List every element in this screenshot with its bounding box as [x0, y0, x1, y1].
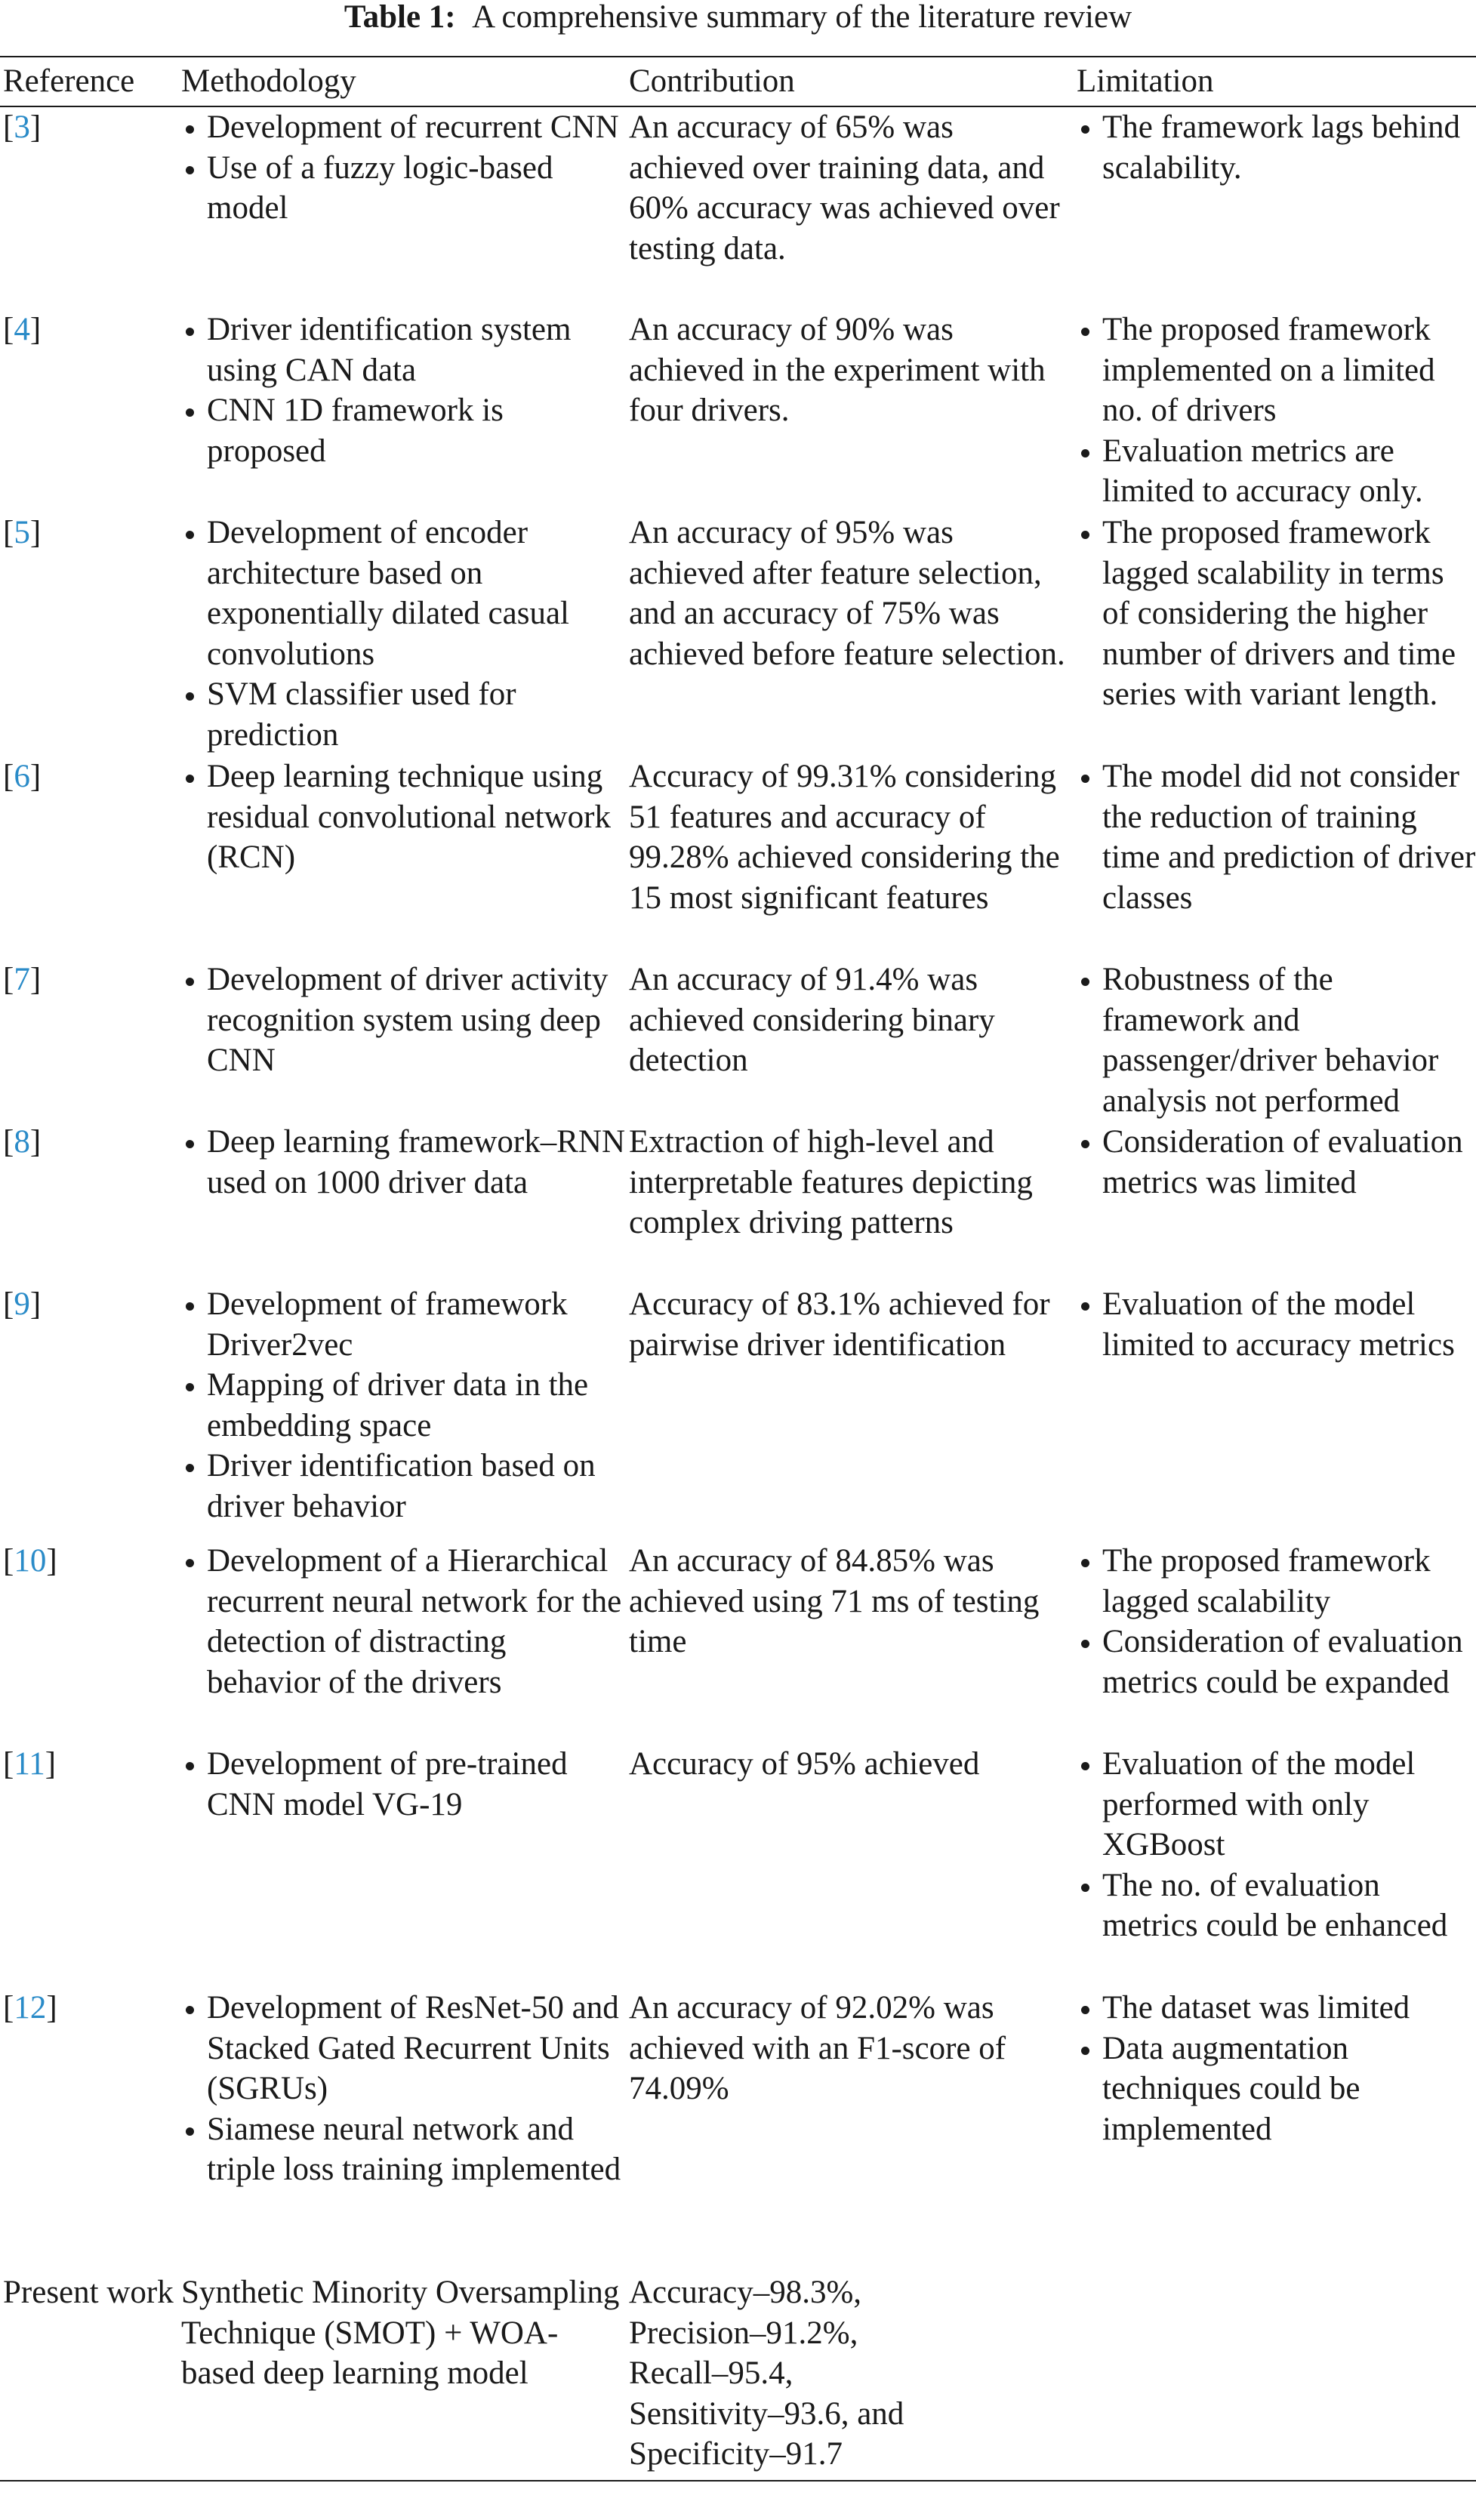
citation-link[interactable]: 9: [14, 1286, 30, 1322]
contribution-cell: An accuracy of 95% was achieved after feature selection, and an accuracy of 75% was achieved before feature selection.: [629, 515, 1065, 672]
methodology-list: [181, 1744, 626, 1825]
reference-cell: [0, 756, 178, 960]
methodology-cell: [178, 756, 626, 960]
table-caption: [0, 0, 1476, 42]
contribution-cell: An accuracy of 91.4% was achieved considering binary detection: [629, 962, 995, 1079]
methodology-list: [181, 1284, 626, 1527]
bullet-item: Evaluation metrics are limited to accuracy only.: [1077, 431, 1476, 512]
bullet-item: SVM classifier used for prediction: [181, 674, 626, 755]
methodology-list: [181, 1122, 626, 1203]
limitation-cell: [1074, 960, 1476, 1122]
bullet-item: Development of driver activity recognition system using deep CNN: [181, 960, 626, 1081]
methodology-list: [181, 756, 626, 878]
reference-citation: [8]: [3, 1124, 42, 1160]
limitation-cell: [1074, 756, 1476, 960]
table-row-present-work: [0, 2272, 1476, 2481]
bullet-item: Development of pre-trained CNN model VG-19: [181, 1744, 626, 1825]
table-body: [0, 106, 1476, 2481]
limitation-cell: [1074, 1284, 1476, 1541]
citation-link[interactable]: 10: [14, 1543, 47, 1579]
table-row: [0, 513, 1476, 756]
table-row: [0, 1541, 1476, 1744]
reference-citation: [12]: [3, 1990, 57, 2026]
methodology-list: [181, 513, 626, 756]
methodology-cell: [178, 106, 626, 310]
metric-line: Sensitivity–93.6, and: [629, 2395, 904, 2432]
limitation-list: [1077, 1744, 1476, 1946]
reference-cell: [0, 1988, 178, 2272]
limitation-cell: [1074, 1744, 1476, 1988]
table-row: [0, 310, 1476, 513]
reference-citation: [5]: [3, 515, 42, 550]
bullet-item: The proposed framework lagged scalability: [1077, 1541, 1476, 1622]
reference-citation: [3]: [3, 109, 42, 145]
bullet-item: Mapping of driver data in the embedding space: [181, 1365, 626, 1446]
reference-cell: [0, 106, 178, 310]
methodology-cell: [178, 960, 626, 1122]
limitation-cell: [1074, 1122, 1476, 1284]
limitation-list: [1077, 310, 1476, 512]
methodology-cell: [178, 1744, 626, 1988]
metric-line: Precision–91.2%,: [629, 2315, 858, 2351]
limitation-cell: [1074, 1541, 1476, 1744]
reference-citation: [9]: [3, 1286, 42, 1322]
contribution-cell: An accuracy of 92.02% was achieved with an F1-score of 74.09%: [629, 1990, 1006, 2107]
methodology-cell: Synthetic Minority Oversampling Technique (SMOT) + WOA-based deep learning model: [178, 2272, 626, 2481]
methodology-cell: [178, 513, 626, 756]
contribution-cell: [626, 2272, 1074, 2481]
bullet-item: Use of a fuzzy logic-based model: [181, 148, 626, 229]
contribution-cell: An accuracy of 65% was achieved over training data, and 60% accuracy was achieved over testing data.: [629, 109, 1060, 266]
literature-review-table: [0, 56, 1476, 2481]
header-contribution: Contribution: [626, 57, 1074, 106]
citation-link[interactable]: 5: [14, 515, 30, 550]
table-caption-text: A comprehensive summary of the literature review: [472, 0, 1132, 35]
methodology-list: [181, 1541, 626, 1702]
header-row: [0, 57, 1476, 106]
bullet-item: Development of a Hierarchical recurrent neural network for the detection of distracting behavior of the drivers: [181, 1541, 626, 1702]
methodology-cell: [178, 1988, 626, 2272]
table-header: [0, 57, 1476, 106]
contribution-cell: Accuracy of 99.31% considering 51 features and accuracy of 99.28% achieved considering the 15 most significant features: [629, 759, 1060, 916]
bullet-item: Deep learning framework–RNN used on 1000 driver data: [181, 1122, 626, 1203]
limitation-list: [1077, 1122, 1476, 1203]
citation-link[interactable]: 4: [14, 312, 30, 347]
citation-link[interactable]: 6: [14, 759, 30, 794]
citation-link[interactable]: 11: [14, 1746, 45, 1782]
reference-citation: [4]: [3, 312, 42, 347]
limitation-cell: [1074, 513, 1476, 756]
bullet-item: Data augmentation techniques could be implemented: [1077, 2029, 1476, 2150]
bullet-item: Evaluation of the model limited to accuracy metrics: [1077, 1284, 1476, 1365]
reference-cell: [0, 960, 178, 1122]
bullet-item: The model did not consider the reduction of training time and prediction of driver classes: [1077, 756, 1476, 918]
bullet-item: Evaluation of the model performed with only XGBoost: [1077, 1744, 1476, 1865]
reference-cell: [0, 1122, 178, 1284]
reference-cell: [0, 513, 178, 756]
contribution-cell: An accuracy of 84.85% was achieved using 71 ms of testing time: [629, 1543, 1040, 1660]
limitation-cell: [1074, 2272, 1476, 2481]
reference-cell: [0, 1744, 178, 1988]
citation-link[interactable]: 12: [14, 1990, 47, 2026]
bullet-item: Robustness of the framework and passenger/driver behavior analysis not performed: [1077, 960, 1476, 1121]
table-row: [0, 106, 1476, 310]
limitation-list: [1077, 107, 1476, 188]
metric-line: Recall–95.4,: [629, 2355, 793, 2392]
limitation-list: [1077, 1284, 1476, 1365]
limitation-list: [1077, 1988, 1476, 2149]
table-row: [0, 756, 1476, 960]
table-row: [0, 960, 1476, 1122]
bullet-item: CNN 1D framework is proposed: [181, 390, 626, 471]
bullet-item: Consideration of evaluation metrics could be expanded: [1077, 1622, 1476, 1702]
reference-citation: [10]: [3, 1543, 57, 1579]
bullet-item: The framework lags behind scalability.: [1077, 107, 1476, 188]
contribution-cell: Extraction of high-level and interpretable features depicting complex driving patterns: [629, 1124, 1033, 1241]
bullet-item: Consideration of evaluation metrics was limited: [1077, 1122, 1476, 1203]
methodology-cell: [178, 1122, 626, 1284]
table-caption-label: Table 1:: [344, 0, 456, 35]
reference-cell: [0, 310, 178, 513]
citation-link[interactable]: 8: [14, 1124, 30, 1160]
bullet-item: Development of encoder architecture based on exponentially dilated casual convolutions: [181, 513, 626, 674]
citation-link[interactable]: 7: [14, 962, 30, 997]
metric-line: Specificity–91.7: [629, 2436, 843, 2472]
bullet-item: The proposed framework lagged scalability in terms of considering the higher number of drivers and time series with variant length.: [1077, 513, 1476, 715]
methodology-list: [181, 107, 626, 229]
bullet-item: Development of recurrent CNN: [181, 107, 626, 148]
bullet-item: Siamese neural network and triple loss training implemented: [181, 2109, 626, 2190]
reference-cell: [0, 1541, 178, 1744]
bullet-item: The dataset was limited: [1077, 1988, 1476, 2029]
table-row: [0, 1284, 1476, 1541]
table-row: [0, 1988, 1476, 2272]
bullet-item: Driver identification based on driver behavior: [181, 1446, 626, 1526]
limitation-cell: [1074, 1988, 1476, 2272]
limitation-cell: [1074, 310, 1476, 513]
table-row: [0, 1744, 1476, 1988]
methodology-cell: [178, 1541, 626, 1744]
reference-citation: [7]: [3, 962, 42, 997]
contribution-cell: Accuracy of 83.1% achieved for pairwise driver identification: [629, 1286, 1050, 1363]
bullet-item: The no. of evaluation metrics could be enhanced: [1077, 1865, 1476, 1946]
reference-citation: [11]: [3, 1746, 57, 1782]
methodology-cell: [178, 310, 626, 513]
reference-cell: Present work: [0, 2272, 178, 2481]
header-reference: Reference: [0, 57, 178, 106]
table-row: [0, 1122, 1476, 1284]
bullet-item: The proposed framework implemented on a limited no. of drivers: [1077, 310, 1476, 431]
methodology-list: [181, 1988, 626, 2190]
reference-citation: [6]: [3, 759, 42, 794]
limitation-list: [1077, 513, 1476, 715]
metric-line: Accuracy–98.3%,: [629, 2275, 862, 2310]
header-methodology: Methodology: [178, 57, 626, 106]
bullet-item: Driver identification system using CAN data: [181, 310, 626, 390]
limitation-list: [1077, 756, 1476, 918]
methodology-list: [181, 310, 626, 471]
limitation-list: [1077, 960, 1476, 1121]
reference-cell: [0, 1284, 178, 1541]
contribution-cell: An accuracy of 90% was achieved in the experiment with four drivers.: [629, 312, 1046, 429]
contribution-cell: Accuracy of 95% achieved: [629, 1746, 980, 1782]
methodology-list: [181, 960, 626, 1081]
bullet-item: Development of framework Driver2vec: [181, 1284, 626, 1365]
header-limitation: Limitation: [1074, 57, 1476, 106]
citation-link[interactable]: 3: [14, 109, 30, 145]
bullet-item: Development of ResNet-50 and Stacked Gated Recurrent Units (SGRUs): [181, 1988, 626, 2109]
limitation-list: [1077, 1541, 1476, 1702]
limitation-cell: [1074, 106, 1476, 310]
bullet-item: Deep learning technique using residual convolutional network (RCN): [181, 756, 626, 878]
methodology-cell: [178, 1284, 626, 1541]
